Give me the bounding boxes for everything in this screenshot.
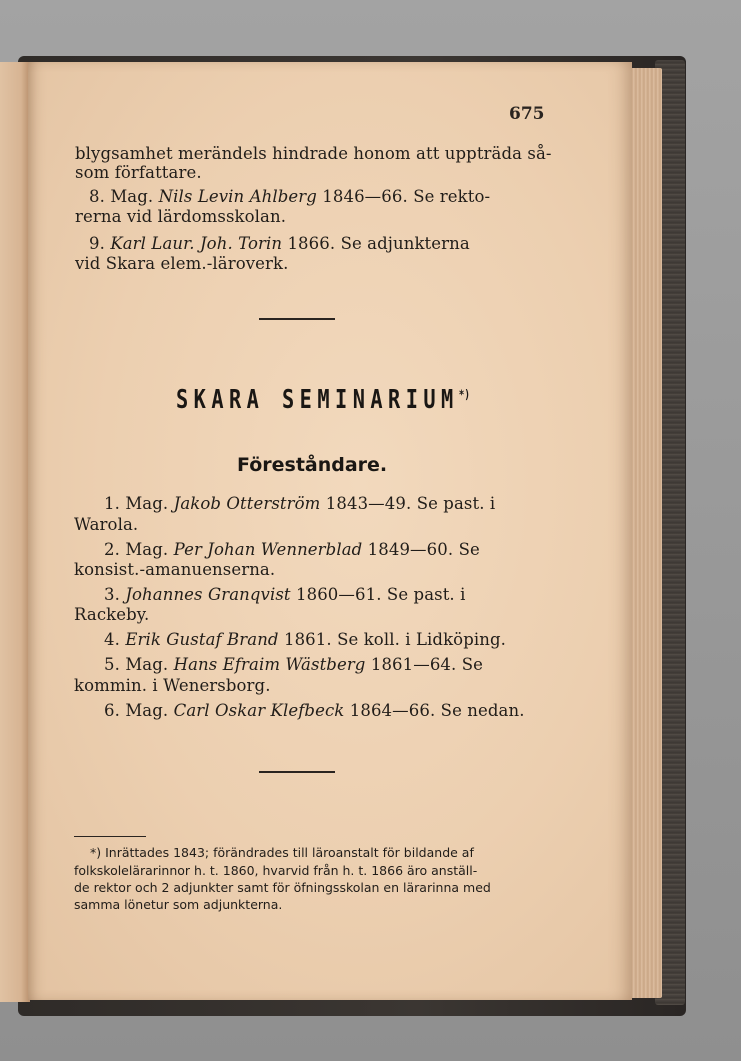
entry-years: 1843—49. [325,494,412,513]
entry-rest: Se nedan. [440,701,525,720]
entry-6 [104,700,525,722]
page-number: 675 [509,104,545,124]
entry-number: 8. [89,187,105,206]
entry-number: 9. [89,234,105,253]
intro-line-1: blygsamhet merändels hindrade honom att uppträda så- [75,144,552,163]
entry-years: 1860—61. [296,585,382,604]
entry-9-cont: vid Skara elem.-läroverk. [75,254,289,273]
entry-years: 1861—64. [370,655,457,674]
entry-rest: Se past. i [386,585,466,604]
section-divider-2 [259,771,335,773]
entry-name: Johannes Granqvist [125,585,291,604]
entry-number: 4. [104,630,120,649]
entry-3-cont: Rackeby. [74,605,150,624]
entry-number: 5. [104,655,120,674]
entry-number: 2. [104,540,120,559]
entry-rest: Se [458,540,480,559]
footnote-mark: *) [458,387,470,402]
entry-name: Jakob Otterström [173,494,321,513]
entry-rest: Se rekto- [413,187,491,206]
section-title [176,385,470,415]
entry-3 [104,584,466,606]
entry-title: Mag. [110,187,154,206]
facing-page-edge [0,62,30,1002]
entry-rest: Se [461,655,484,674]
footnote-line-1: *) Inrättades 1843; förändrades till läroanstalt för bildande af [90,845,474,860]
entry-years: 1861. [283,630,332,649]
entry-rest: Se adjunkterna [340,234,470,253]
entry-years: 1846—66. [322,187,408,206]
footnote-rule [74,836,146,837]
footnote-line-3: de rektor och 2 adjunkter samt för öfningsskolan en lärarinna med [74,880,491,895]
entry-years: 1866. [287,234,336,253]
entry-2-cont: konsist.-amanuenserna. [74,560,276,579]
entry-name: Carl Oskar Klefbeck [173,701,345,720]
entry-1 [104,493,495,515]
entry-5 [104,654,483,676]
entry-number: 1. [104,494,120,513]
entry-name: Per Johan Wennerblad [173,540,363,559]
entry-number: 3. [104,585,120,604]
entry-5-cont: kommin. i Wenersborg. [74,676,271,695]
entry-number: 6. [104,701,120,720]
entry-4 [104,629,506,651]
footnote-line-4: samma lönetur som adjunkterna. [74,897,283,912]
entry-name: Erik Gustaf Brand [125,630,279,649]
entry-9 [89,233,470,255]
entry-rest: Se past. i [416,494,496,513]
entry-title: Mag. [125,494,169,513]
entry-1-cont: Warola. [74,515,139,534]
subheading: Föreståndare. [237,454,388,476]
entry-years: 1864—66. [349,701,436,720]
section-title-text: SKARA SEMINARIUM [176,385,459,415]
entry-name: Hans Efraim Wästberg [173,655,366,674]
entry-title: Mag. [125,655,169,674]
entry-name: Nils Levin Ahlberg [158,187,317,206]
entry-8-cont: rerna vid lärdomsskolan. [75,207,287,226]
entry-rest: Se koll. i Lidköping. [337,630,506,649]
entry-title: Mag. [125,701,169,720]
entry-2 [104,539,480,561]
section-divider [259,318,335,320]
intro-line-2: som författare. [75,163,202,182]
entry-name: Karl Laur. Joh. Torin [110,234,283,253]
entry-years: 1849—60. [367,540,454,559]
entry-8 [89,186,490,208]
entry-title: Mag. [125,540,169,559]
footnote-line-2: folkskolelärarinnor h. t. 1860, hvarvid från h. t. 1866 äro anställ- [74,863,478,878]
